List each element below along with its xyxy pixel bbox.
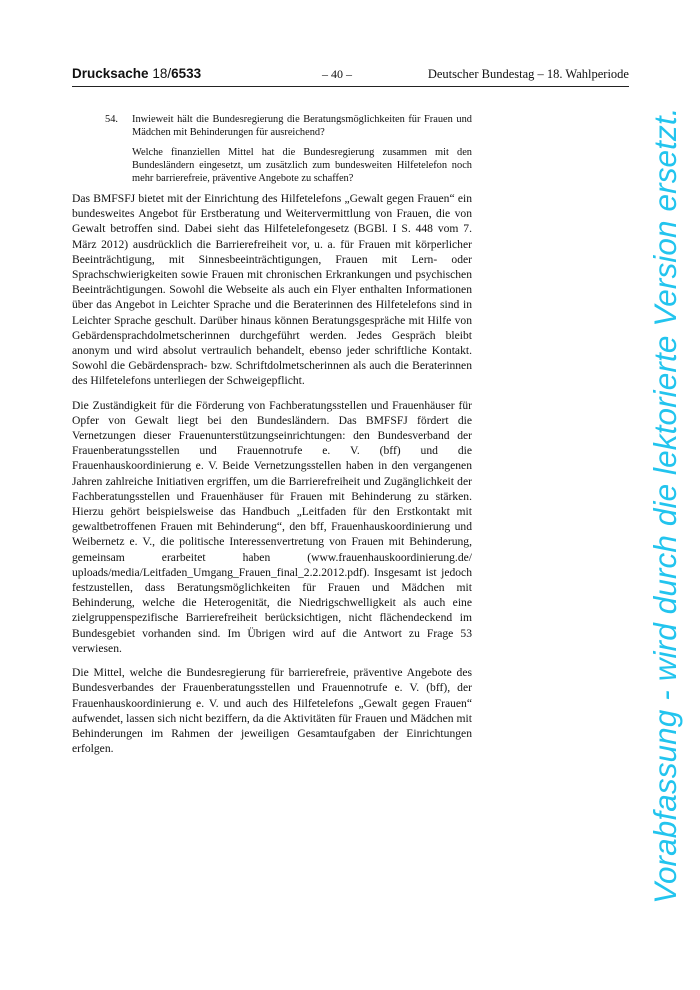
doc-number: 6533 [171, 66, 202, 81]
document-number [72, 66, 201, 81]
question-number: 54. [105, 114, 118, 125]
draft-watermark: Vorabfassung - wird durch die lektorierte Version ersetzt. [647, 107, 683, 904]
answer-paragraph: Das BMFSFJ bietet mit der Einrichtung des Hilfetelefons „Gewalt gegen Frauen“ ein bundesweites Angebot für Erstberatung und Weitervermittlung von Frauen, die von Gewalt betroffen sind. Dabei sieht das Hilfetelefongesetz (BGBl. I S. 448 vom 7. März 2012) ausdrücklich die Barrierefreiheit vor, u. a. für Frauen mit körperlicher Beeinträchtigung, mit Sinnesbeeinträchtigungen, Frauen mit Lern- oder Sprachschwierigkeiten sowie Frauen mit chronischen Erkrankungen und psychischen Beeinträchtigungen. Sowohl die Webseite als auch ein Flyer enthalten Informationen über das Angebot in Leichter Sprache und die Beraterinnen des Hilfetelefons sind in Leichter Sprache geschult. Darüber hinaus können Beratungsgespräche mit Hilfe von Gebärdensprachdolmetscherinnen durchgeführt werden. Jedes Gespräch bleibt anonym und wird absolut vertraulich behandelt, ebenso jeder schriftliche Kontakt. Sowohl die Gebärdensprach- bzw. Schriftdolmetscherinnen als auch die Beraterinnen des Hilfetelefons unterliegen der Schweigepflicht. [72, 192, 472, 388]
doc-label: Drucksache [72, 66, 149, 81]
page-header [72, 66, 629, 87]
question-text: Inwieweit hält die Bundesregierung die Beratungsmöglichkeiten für Frauen und Mädchen mit Behinderungen für ausreichend? [132, 114, 472, 138]
answer-paragraph: Die Zuständigkeit für die Förderung von Fachberatungsstellen und Frauenhäuser für Opfer von Gewalt liegt bei den Bundesländern. Das BMFSFJ fördert die Vernetzungen dieser Frauenunterstützungseinrichtungen: den Bundesverband der Frauenberatungsstellen und Frauennotrufe e. V. (bff) und die Frauenhauskoordinierung e. V. Beide Vernetzungsstellen haben in den vergangenen Jahren zahlreiche Initiativen ergriffen, um die Barrierefreiheit und Zugänglichkeit der Fachberatungsstellen und Frauenhäuser für Frauen mit Behinderung zu stärken. Hierzu gehört beispielsweise das Handbuch „Leitfaden für den Erstkontakt mit gewaltbetroffenen Frauen mit Behinderung“, den bff, Frauenhauskoordinierung und Weibernetz e. V., die politische Interessenvertretung von Frauen mit Behinderung, gemeinsam erarbeitet haben (www.frauenhauskoordinierung.de/ uploads/media/Leitfaden_Umgang_Frauen_final_2.2.2012.pdf). Insgesamt ist jedoch festzustellen, dass Beratungsmöglichkeiten für Frauen und Mädchen mit Behinderung, welche die Heterogenität, die Niedrigschwelligkeit als auch eine zielgruppenspezifische Barrierefreiheit berücksichtigen, nicht flächendeckend im Bundesgebiet vorhanden sind. Im Übrigen wird auf die Antwort zu Frage 53 verwiesen. [72, 398, 472, 655]
answer-body [72, 191, 472, 765]
answer-paragraph: Die Mittel, welche die Bundesregierung für barrierefreie, präventive Angebote des Bundesverbandes der Frauenberatungsstellen und Frauennotrufe e. V. (bff), der Frauenhauskoordinierung e. V. und auch des Hilfetelefons „Gewalt gegen Frauen“ aufwendet, lassen sich nicht beziffern, da die Aktivitäten für Frauen und Mädchen mit Behinderungen im Rahmen der jeweiligen Gesamtaufgaben der Einrichtungen erfolgen. [72, 666, 472, 756]
page-number: – 40 – [322, 67, 352, 81]
question-subtext: Welche finanziellen Mittel hat die Bundesregierung zusammen mit den Bundesländern eingesetzt, um zusätzlich zum bundesweiten Hilfetelefon noch mehr barrierefreie, präventive Angebote zu schaffen? [132, 147, 472, 184]
doc-number-prefix: 18/ [152, 66, 172, 81]
publisher: Deutscher Bundestag – 18. Wahlperiode [427, 67, 629, 81]
question-block [105, 113, 472, 185]
